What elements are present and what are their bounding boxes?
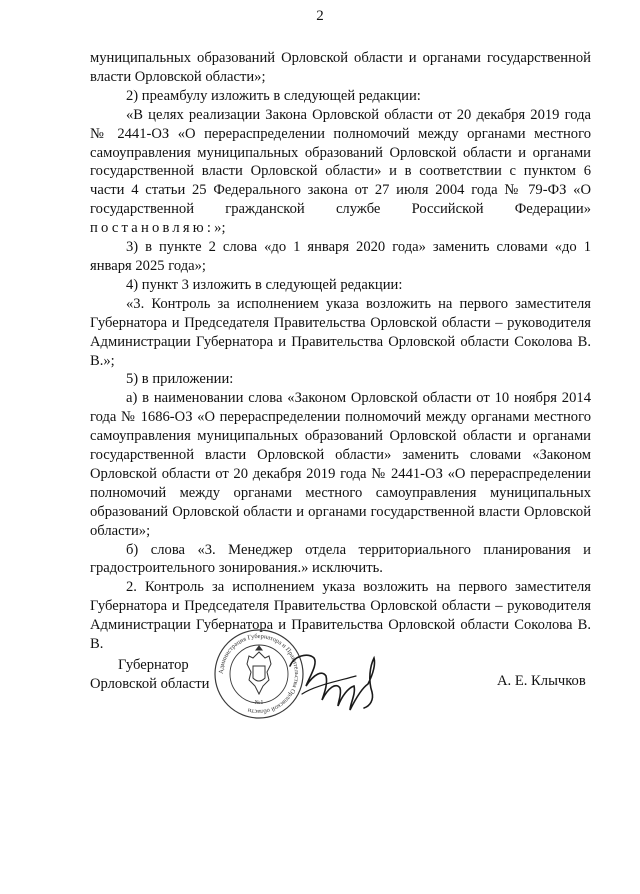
paragraph-item-2: 2) преамбулу изложить в следующей редакции: — [126, 87, 421, 104]
paragraph-item-4: 4) пункт 3 изложить в следующей редакции: — [126, 276, 403, 293]
preamble-closing: »; — [214, 220, 226, 237]
signatory-title-line2: Орловской области — [90, 676, 210, 692]
page-number: 2 — [316, 8, 324, 24]
seal-outer-text: Администрация Губернатора и Правительства Орловской области — [217, 632, 301, 716]
seal-emblem-icon — [247, 646, 271, 694]
paragraph-preamble — [90, 106, 591, 238]
paragraph-continuation: муниципальных образований Орловской области и органами государственной власти Орловской области»; — [90, 50, 591, 85]
paragraph-control: 2. Контроль за исполнением указа возложить на первого заместителя Губернатора и Председателя Правительства Орловской области – руководителя Администрации Губернатора и Правительства Орловской области Соколова В. В. — [90, 579, 591, 653]
signatory-name: А. Е. Клычков — [497, 673, 586, 689]
paragraph-item-3: 3) в пункте 2 слова «до 1 января 2020 года» заменить словами «до 1 января 2025 года»; — [90, 239, 591, 274]
paragraph-control-quote: «3. Контроль за исполнением указа возложить на первого заместителя Губернатора и Председателя Правительства Орловской области – руководителя Администрации Губернатора и Правительства Орловской области Соколова В. В.»; — [90, 295, 591, 369]
signatory-title — [90, 656, 209, 694]
seal-number: №1 — [254, 700, 264, 706]
paragraph-item-5a: а) в наименовании слова «Законом Орловской области от 10 ноября 2014 года № 1686-ОЗ «О перераспределении полномочий между органами местного самоуправления муниципальных образований Орловской области и органами государственной власти Орловской области» заменить словами «Законом Орловской области от 20 декабря 2019 года № 2441-ОЗ «О перераспределении полномочий между органами местного самоуправления муниципальных образований Орловской области и органами государственной власти Орловской области»; — [90, 390, 591, 539]
paragraph-item-5: 5) в приложении: — [126, 371, 234, 388]
postanovlyayu-word: постановляю: — [90, 220, 215, 237]
handwritten-signature — [284, 636, 384, 720]
preamble-text: «В целях реализации Закона Орловской области от 20 декабря 2019 года № 2441-ОЗ «О перераспределении полномочий между органами местного самоуправления муниципальных образований Орловской области и органами государственной власти Орловской области» и в соответствии с пунктом 6 части 4 статьи 25 Федерального закона от 27 июля 2004 года № 79-ФЗ «О государственной гражданской службе Российской Федерации» — [90, 106, 591, 218]
document-body — [90, 49, 591, 654]
signatory-title-line1: Губернатор — [118, 657, 189, 673]
paragraph-item-5b: б) слова «3. Менеджер отдела территориального планирования и градостроительного зонирования.» исключить. — [90, 541, 591, 577]
